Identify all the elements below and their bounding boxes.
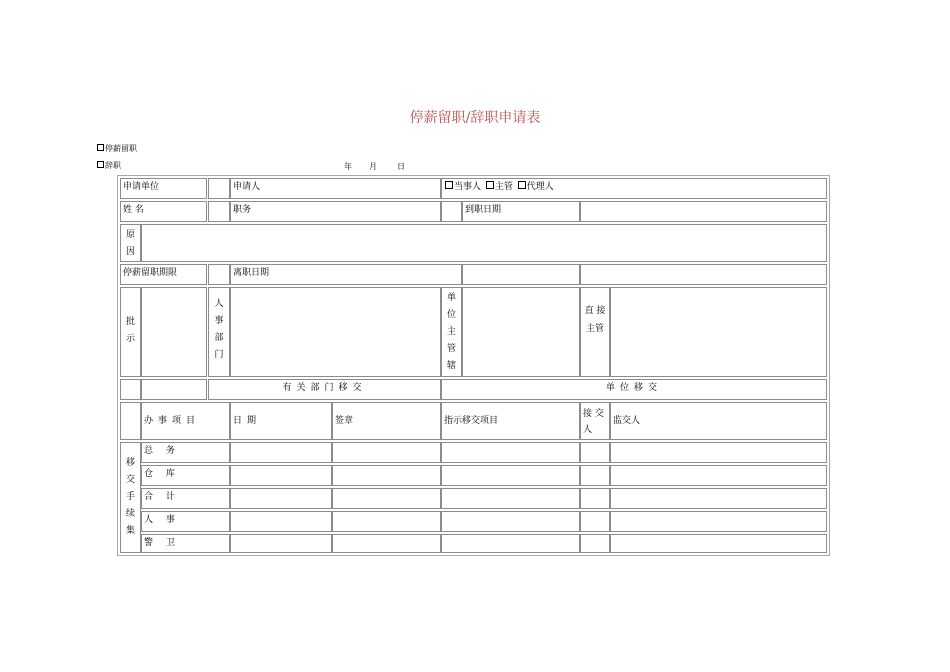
label-name: 姓 名 <box>120 201 207 222</box>
cell-receiver[interactable] <box>580 511 610 532</box>
label-applicant: 申请人 <box>230 178 441 199</box>
cell-supervisor[interactable] <box>610 465 827 486</box>
label-approval: 批 示 <box>120 287 141 377</box>
header-items: 办事项目 <box>141 402 230 440</box>
header-date: 日期 <box>230 402 332 440</box>
checkbox-icon[interactable] <box>486 181 494 189</box>
cell-date[interactable] <box>230 442 332 463</box>
field-hr-department[interactable] <box>230 287 441 377</box>
field-reason[interactable] <box>141 224 827 262</box>
date-day: 日 <box>397 162 405 171</box>
label-leave-date: 离职日期 <box>230 264 462 285</box>
cell-supervisor[interactable] <box>610 442 827 463</box>
cell-instruct[interactable] <box>441 488 580 509</box>
field-applying-unit[interactable] <box>208 178 230 199</box>
label-leave-period: 停薪留职期限 <box>120 264 207 285</box>
cell-seal[interactable] <box>332 465 441 486</box>
label-applying-unit: 申请单位 <box>120 178 207 199</box>
applicant-role-options: 当事人 主管 代理人 <box>441 178 827 199</box>
label-transfer-procedure: 移 交 手 续 集 <box>120 442 141 553</box>
cell-receiver[interactable] <box>580 534 610 553</box>
cell-supervisor[interactable] <box>610 534 827 553</box>
field-name[interactable] <box>208 201 230 222</box>
field-unit-manager[interactable] <box>462 287 580 377</box>
label-unit-manager: 单 位 主 管 辖 <box>441 287 462 377</box>
checkbox-icon[interactable] <box>445 181 453 189</box>
header-instruct-items: 指示移交项目 <box>441 402 580 440</box>
cell-instruct[interactable] <box>441 511 580 532</box>
cell-seal[interactable] <box>332 442 441 463</box>
checkbox-icon[interactable] <box>97 161 104 168</box>
cell-receiver[interactable] <box>580 442 610 463</box>
date-year: 年 <box>344 162 352 171</box>
field-direct-supervisor[interactable] <box>610 287 827 377</box>
cell-date[interactable] <box>230 465 332 486</box>
field-leave-period[interactable] <box>208 264 230 285</box>
item-label: 总 务 <box>141 442 230 463</box>
label-direct-supervisor: 直 接 主管 <box>580 287 610 377</box>
header-dept-handover: 有关部门移交 <box>208 379 441 400</box>
header-supervisor: 监交人 <box>610 402 827 440</box>
cell-date[interactable] <box>230 488 332 509</box>
blank-cell <box>120 402 141 440</box>
field-approval[interactable] <box>141 287 207 377</box>
item-label: 仓 库 <box>141 465 230 486</box>
field-hire-date[interactable] <box>580 201 827 222</box>
blank-cell <box>120 379 141 400</box>
date-month: 月 <box>369 162 377 171</box>
cell-receiver[interactable] <box>580 488 610 509</box>
label-reason: 原 因 <box>120 224 141 262</box>
field-leave-date[interactable] <box>462 264 580 285</box>
blank-cell <box>141 379 207 400</box>
cell-instruct[interactable] <box>441 442 580 463</box>
cell-seal[interactable] <box>332 511 441 532</box>
field-blank[interactable] <box>580 264 827 285</box>
checkbox-icon[interactable] <box>97 144 104 151</box>
label-hr-department: 人 事 部 门 <box>208 287 230 377</box>
cell-date[interactable] <box>230 511 332 532</box>
field-position[interactable] <box>441 201 462 222</box>
item-label: 警 卫 <box>141 534 230 553</box>
cell-supervisor[interactable] <box>610 488 827 509</box>
label-position: 职务 <box>230 201 441 222</box>
cell-seal[interactable] <box>332 488 441 509</box>
item-label: 合 计 <box>141 488 230 509</box>
cell-instruct[interactable] <box>441 465 580 486</box>
cell-supervisor[interactable] <box>610 511 827 532</box>
label-hire-date: 到职日期 <box>462 201 580 222</box>
header-seal: 签章 <box>332 402 441 440</box>
option-leave-without-pay[interactable]: 停薪留职 <box>97 144 137 154</box>
page-title: 停薪留职/辞职申请表 <box>409 110 541 126</box>
cell-date[interactable] <box>230 534 332 553</box>
option-resignation[interactable]: 辞职 <box>97 161 121 171</box>
cell-receiver[interactable] <box>580 465 610 486</box>
header-receiver: 接 交 人 <box>580 402 610 440</box>
cell-seal[interactable] <box>332 534 441 553</box>
checkbox-icon[interactable] <box>518 181 526 189</box>
header-unit-handover: 单位移交 <box>441 379 827 400</box>
cell-instruct[interactable] <box>441 534 580 553</box>
item-label: 人 事 <box>141 511 230 532</box>
